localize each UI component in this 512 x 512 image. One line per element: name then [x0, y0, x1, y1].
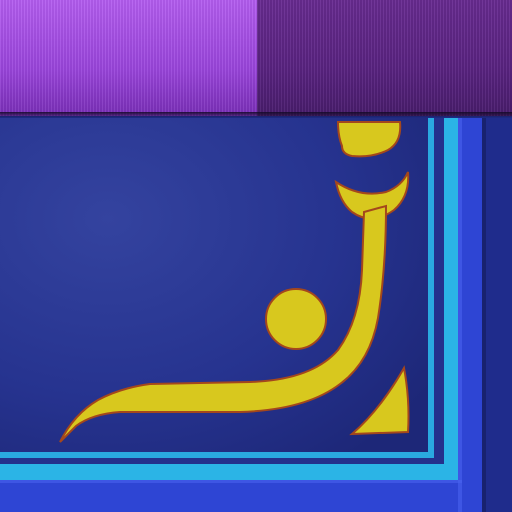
band-shadow: [0, 112, 512, 118]
frame-gap-bottom: [0, 458, 444, 464]
frame-light-band: [444, 118, 458, 484]
frame-light-band-bottom: [0, 464, 458, 480]
frame-outer-dark: [482, 118, 512, 512]
frame-gap: [434, 118, 444, 470]
frame-royal-band-bottom: [0, 480, 482, 512]
purple-band-right: [257, 0, 512, 116]
frame-outer-dark-shade: [482, 118, 486, 512]
frame-royal-highlight-bottom: [0, 480, 462, 483]
frame-inner-line: [428, 118, 434, 458]
top-band: [0, 0, 512, 116]
frame-royal-highlight: [458, 118, 462, 512]
calligraphy-artwork: [0, 116, 512, 512]
frame-inner-line-bottom: [0, 452, 434, 458]
purple-band-left: [0, 0, 257, 116]
calligraphy-dot: [266, 289, 326, 349]
